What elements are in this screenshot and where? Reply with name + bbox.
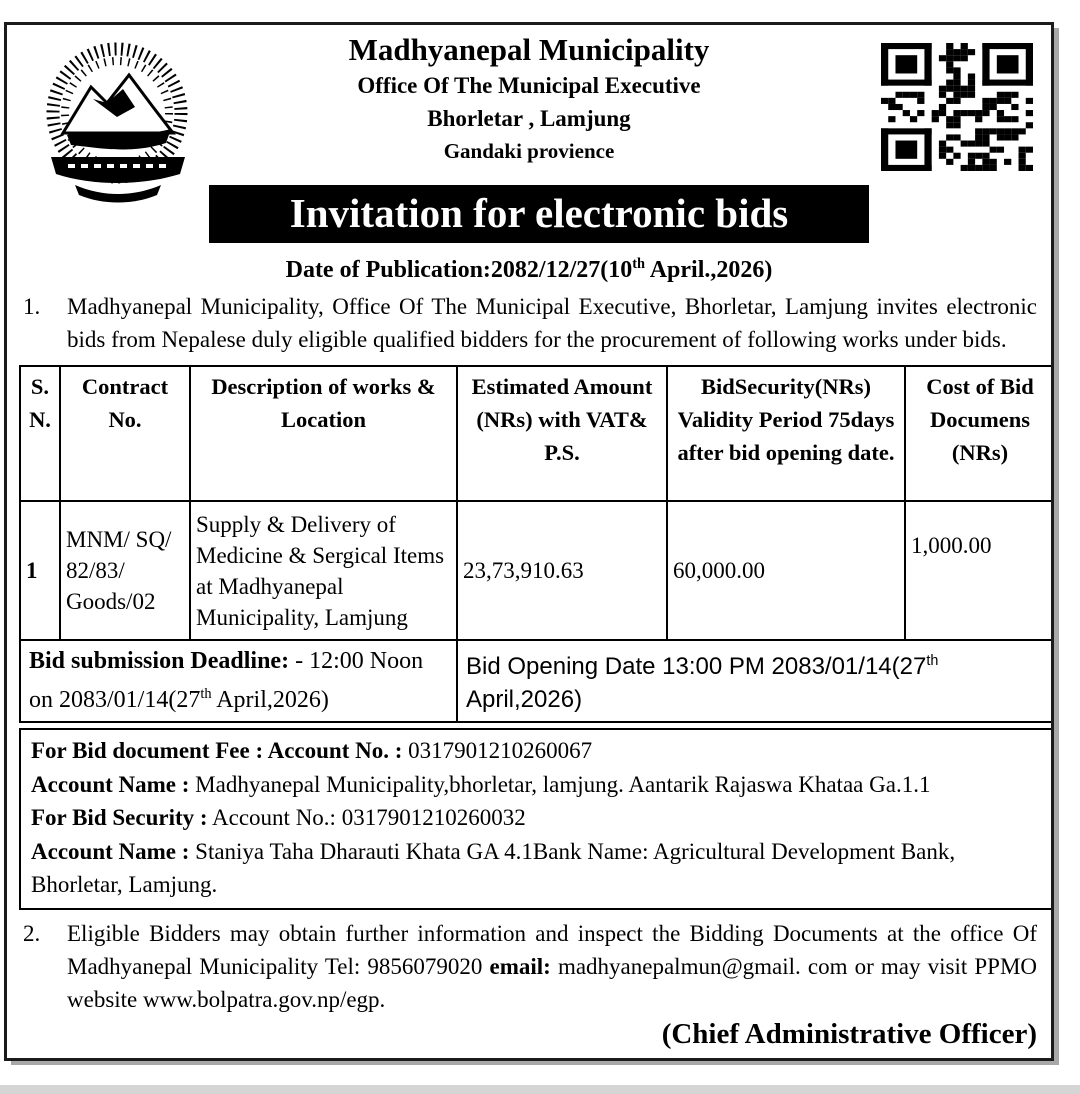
bid-opening-text2: April,2026)	[466, 686, 583, 713]
paragraph-number: 1.	[23, 294, 41, 319]
publication-date	[7, 249, 1051, 285]
bid-deadline-text2: April,2026)	[211, 687, 329, 713]
bid-opening-cell	[457, 640, 1054, 722]
col-header-description: Description of works & Location	[190, 366, 457, 501]
signature-line: (Chief Administrative Officer)	[661, 1017, 1037, 1050]
page-title: Madhyanepal Municipality	[348, 32, 710, 67]
bid-deadline-label: Bid submission Deadline:	[29, 648, 290, 674]
bid-fee-account-line	[31, 734, 1042, 768]
info-text-after-email: madhyanepalmun@gmail. com or may visit PPMO website www.bolpatra.gov.np/egp.	[67, 953, 1038, 1012]
info-paragraph	[23, 917, 1037, 1016]
email-label: email:	[489, 953, 551, 979]
bid-opening-ordinal: th	[926, 653, 939, 669]
security-account-name-label: Account Name :	[31, 838, 190, 864]
cell-description: Supply & Delivery of Medicine & Sergical Items at Madhyanepal Municipality, Lamjung	[190, 501, 457, 640]
header-address-line: Bhorletar , Lamjung	[427, 106, 631, 131]
publication-date-suffix: April.,2026)	[645, 257, 773, 283]
header-office-line: Office Of The Municipal Executive	[357, 73, 701, 98]
bid-security-account-number: Account No.: 0317901210260032	[207, 805, 526, 830]
bid-deadline-text: - 12:00 Noon on 2083/01/14(27	[29, 648, 424, 713]
qr-code	[881, 43, 1033, 171]
security-account-name-line	[31, 835, 1042, 902]
bid-opening-text: Bid Opening Date 13:00 PM 2083/01/14(27	[466, 653, 927, 680]
bid-security-account-label: For Bid Security :	[31, 805, 208, 830]
col-header-bid-security: BidSecurity(NRs) Validity Period 75days after bid opening date.	[667, 366, 905, 501]
fee-account-name-label: Account Name :	[31, 771, 190, 797]
municipality-logo-icon	[33, 37, 203, 209]
bid-fee-account-label: For Bid document Fee : Account No. :	[31, 738, 403, 763]
col-header-contract-no: Contract No.	[60, 366, 190, 501]
table-header-row	[20, 366, 1054, 501]
banner-title	[209, 185, 869, 243]
cell-contract-no: MNM/ SQ/ 82/83/ Goods/02	[60, 501, 190, 640]
table-row	[20, 501, 1054, 640]
col-header-estimated-amount: Estimated Amount (NRs) with VAT& P.S.	[457, 366, 667, 501]
intro-paragraph-text: Madhyanepal Municipality, Office Of The Municipal Executive, Bhorletar, Lamjung invites electronic bids from Nepalese duly eligible qualified bidders for the procurement of following works under bids.	[67, 294, 1037, 352]
header-province-line: Gandaki provience	[443, 139, 615, 163]
publication-date-ordinal: th	[632, 256, 646, 272]
intro-paragraph	[23, 290, 1037, 356]
bids-table	[19, 365, 1054, 723]
fee-account-name-value: Madhyanepal Municipality,bhorletar, lamjung. Aantarik Rajaswa Khataa Ga.1.1	[189, 771, 931, 797]
cell-cost: 1,000.00	[905, 501, 1054, 640]
col-header-cost: Cost of Bid Documens (NRs)	[905, 366, 1054, 501]
paragraph-number: 2.	[23, 920, 41, 946]
publication-date-prefix: Date of Publication:2082/12/27(10	[285, 257, 633, 283]
cell-estimated-amount: 23,73,910.63	[457, 501, 667, 640]
document-header	[7, 29, 1051, 177]
banner-title-text: Invitation for electronic bids	[289, 190, 789, 236]
bid-fee-account-number: 0317901210260067	[402, 738, 593, 763]
bid-deadline-cell	[20, 640, 457, 722]
security-account-name-value: Staniya Taha Dharauti Khata GA 4.1Bank Name: Agricultural Development Bank, Bhorletar, Lamjung.	[31, 838, 956, 897]
table-footer-row	[20, 640, 1054, 722]
col-header-sn: S. N.	[20, 366, 60, 501]
page-bottom-strip	[0, 1085, 1080, 1094]
cell-bid-security: 60,000.00	[667, 501, 905, 640]
fee-account-name-line	[31, 768, 1042, 802]
account-info-box	[19, 728, 1054, 910]
bid-security-account-line	[31, 801, 1042, 835]
info-paragraph-text	[67, 917, 1037, 1016]
bid-deadline-ordinal: th	[200, 686, 212, 702]
bid-notice-page	[4, 22, 1054, 1061]
cell-sn: 1	[20, 501, 60, 640]
info-text-before-email: Eligible Bidders may obtain further information and inspect the Bidding Documents at the office Of Madhyanepal Municipality Tel: 9856079020	[67, 920, 1037, 979]
